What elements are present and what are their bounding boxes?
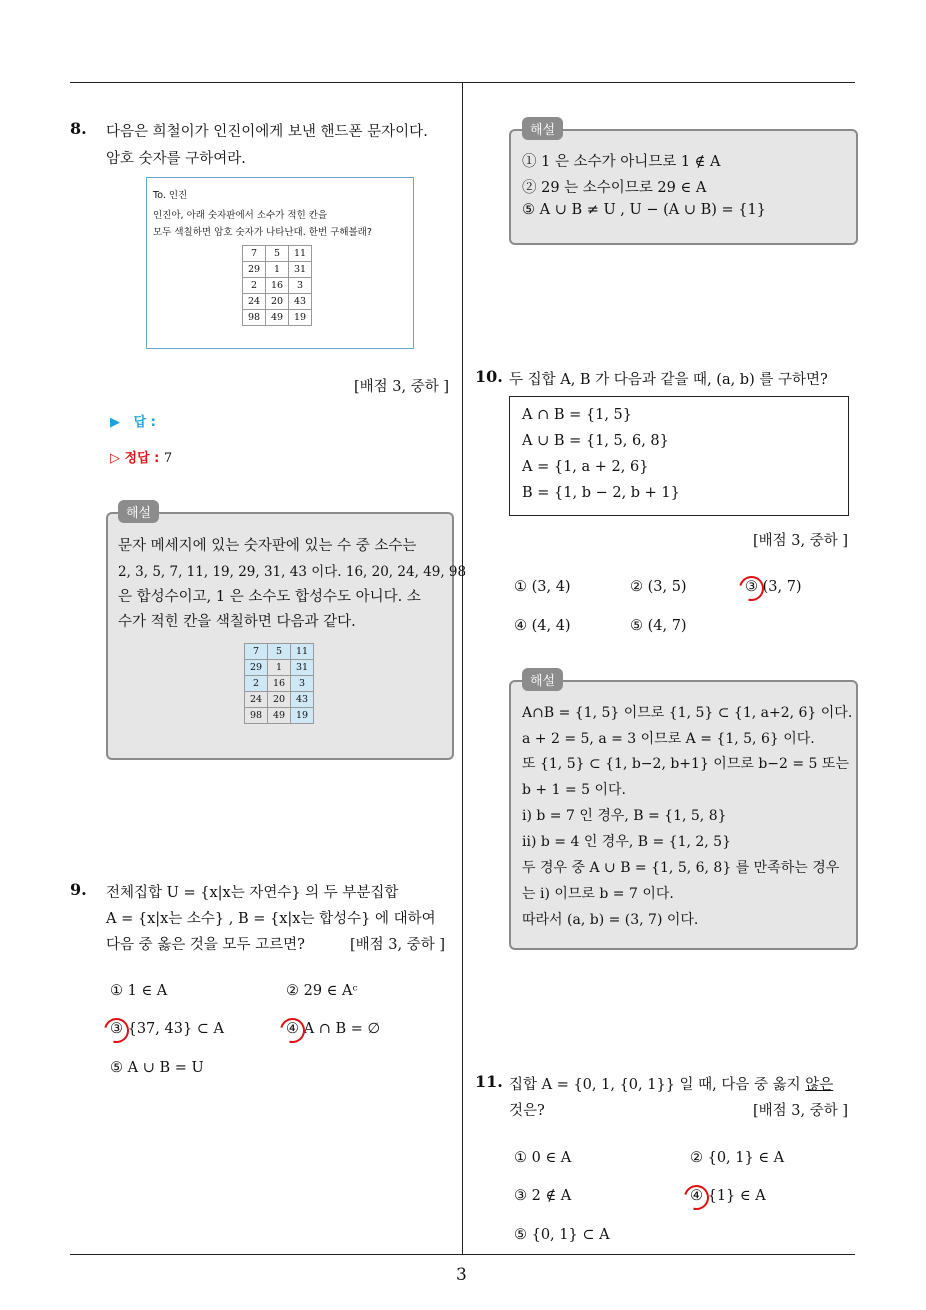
grid-cell: 3 bbox=[291, 676, 314, 692]
q11-line2: 것은? bbox=[509, 1103, 545, 1119]
q9-option-1[interactable]: ① 1 ∈ A bbox=[110, 983, 168, 999]
sms-line2: 모두 색칠하면 암호 숫자가 나타난대. 한번 구해볼래? bbox=[153, 227, 372, 238]
q10-box-line4: B = {1, b − 2, b + 1} bbox=[522, 485, 680, 501]
q10-box-line2: A ∪ B = {1, 5, 6, 8} bbox=[522, 433, 669, 449]
grid-cell: 49 bbox=[268, 708, 291, 724]
grid-cell: 11 bbox=[289, 246, 312, 262]
q11-option-3[interactable]: ③ 2 ∉ A bbox=[514, 1188, 572, 1204]
q10-option-3[interactable]: ③ (3, 7) bbox=[745, 579, 802, 595]
bottom-rule bbox=[70, 1254, 855, 1255]
q10-sol-line5: ⅰ) b = 7 인 경우, B = {1, 5, 8} bbox=[522, 808, 727, 824]
grid-cell: 24 bbox=[243, 294, 266, 310]
q9-option-5[interactable]: ⑤ A ∪ B = U bbox=[110, 1060, 204, 1076]
q8-number: 8. bbox=[70, 119, 87, 138]
q10-sol-line6: ⅱ) b = 4 인 경우, B = {1, 2, 5} bbox=[522, 834, 731, 850]
grid-cell: 29 bbox=[243, 262, 266, 278]
grid-cell: 16 bbox=[266, 278, 289, 294]
q8-line2: 암호 숫자를 구하여라. bbox=[106, 151, 246, 167]
q10-number: 10. bbox=[475, 367, 503, 386]
q9-line3: 다음 중 옳은 것을 모두 고르면? bbox=[106, 937, 305, 953]
q8-score: [배점 3, 중하 ] bbox=[354, 379, 450, 395]
q9-option-4[interactable]: ④ A ∩ B = ∅ bbox=[286, 1021, 381, 1037]
q9-number: 9. bbox=[70, 880, 87, 899]
q10-score: [배점 3, 중하 ] bbox=[753, 533, 849, 549]
grid-cell: 31 bbox=[289, 262, 312, 278]
grid-cell: 24 bbox=[245, 692, 268, 708]
q11-mark-circle-4 bbox=[679, 1180, 713, 1214]
answer-label: 답 : bbox=[133, 415, 156, 430]
q10-sol-line3: 또 {1, 5} ⊂ {1, b−2, b+1} 이므로 b−2 = 5 또는 bbox=[522, 756, 849, 772]
q11-option-1[interactable]: ① 0 ∈ A bbox=[514, 1150, 572, 1166]
grid-cell: 43 bbox=[291, 692, 314, 708]
grid-cell: 19 bbox=[291, 708, 314, 724]
grid-cell: 7 bbox=[243, 246, 266, 262]
grid-cell: 49 bbox=[266, 310, 289, 326]
q10-question: 두 집합 A, B 가 다음과 같을 때, (a, b) 를 구하면? bbox=[509, 372, 828, 388]
q9-score: [배점 3, 중하 ] bbox=[350, 937, 446, 953]
column-divider bbox=[462, 82, 463, 1254]
q9-solution-tag: 해설 bbox=[522, 117, 563, 140]
grid-cell: 98 bbox=[245, 708, 268, 724]
q11-option-5[interactable]: ⑤ {0, 1} ⊂ A bbox=[514, 1227, 610, 1243]
grid-cell: 7 bbox=[245, 644, 268, 660]
q10-option-4[interactable]: ④ (4, 4) bbox=[514, 618, 571, 634]
q9-line1: 전체집합 U = {x|x는 자연수} 의 두 부분집합 bbox=[106, 885, 399, 901]
q10-sol-line9: 따라서 (a, b) = (3, 7) 이다. bbox=[522, 912, 699, 928]
q9-sol-line2: ② 29 는 소수이므로 29 ∈ A bbox=[522, 180, 707, 196]
grid-cell: 43 bbox=[289, 294, 312, 310]
q8-sol-line1: 문자 메세지에 있는 숫자판에 있는 수 중 소수는 bbox=[118, 538, 417, 554]
solution-number-grid bbox=[244, 643, 314, 724]
q8-solution-tag: 해설 bbox=[118, 500, 159, 523]
q10-box-line3: A = {1, a + 2, 6} bbox=[522, 459, 649, 475]
sms-number-grid bbox=[242, 245, 312, 326]
q10-sol-line7: 두 경우 중 A ∪ B = {1, 5, 6, 8} 를 만족하는 경우 bbox=[522, 860, 840, 876]
q10-option-2[interactable]: ② (3, 5) bbox=[630, 579, 687, 595]
answer-blank-row bbox=[110, 411, 156, 430]
sms-to: To. 인진 bbox=[153, 190, 188, 201]
q9-option-3[interactable]: ③ {37, 43} ⊂ A bbox=[110, 1021, 225, 1037]
q9-mark-circle-4 bbox=[275, 1013, 309, 1047]
grid-cell: 2 bbox=[243, 278, 266, 294]
q10-mark-circle-3 bbox=[734, 571, 768, 605]
q10-sol-line2: a + 2 = 5, a = 3 이므로 A = {1, 5, 6} 이다. bbox=[522, 731, 815, 747]
q10-sol-line1: A∩B = {1, 5} 이므로 {1, 5} ⊂ {1, a+2, 6} 이다. bbox=[522, 705, 853, 721]
q10-sol-line4: b + 1 = 5 이다. bbox=[522, 782, 626, 798]
grid-cell: 11 bbox=[291, 644, 314, 660]
grid-cell: 1 bbox=[268, 660, 291, 676]
grid-cell: 2 bbox=[245, 676, 268, 692]
page-number: 3 bbox=[456, 1265, 467, 1285]
grid-cell: 5 bbox=[266, 246, 289, 262]
q8-sol-line4: 수가 적힌 칸을 색칠하면 다음과 같다. bbox=[118, 614, 356, 630]
grid-cell: 16 bbox=[268, 676, 291, 692]
grid-cell: 20 bbox=[266, 294, 289, 310]
q9-sol-line1: ① 1 은 소수가 아니므로 1 ∉ A bbox=[522, 154, 721, 170]
q11-option-4[interactable]: ④ {1} ∈ A bbox=[690, 1188, 766, 1204]
q11-option-2[interactable]: ② {0, 1} ∈ A bbox=[690, 1150, 785, 1166]
play-icon: ▶ bbox=[110, 415, 120, 430]
q11-number: 11. bbox=[475, 1072, 503, 1091]
sms-line1: 인진아, 아래 숫자판에서 소수가 적힌 칸을 bbox=[153, 210, 328, 221]
q10-box-line1: A ∩ B = {1, 5} bbox=[522, 407, 632, 423]
correct-value: 7 bbox=[163, 451, 173, 466]
q11-underlined-word: 않은 bbox=[805, 1077, 834, 1093]
play-outline-icon: ▷ bbox=[110, 451, 120, 466]
grid-cell: 98 bbox=[243, 310, 266, 326]
q10-sol-line8: 는 ⅰ) 이므로 b = 7 이다. bbox=[522, 886, 674, 902]
q8-sol-line2: 2, 3, 5, 7, 11, 19, 29, 31, 43 이다. 16, 20, 24, 49, 98 bbox=[118, 564, 467, 580]
grid-cell: 1 bbox=[266, 262, 289, 278]
q11-line1: 집합 A = {0, 1, {0, 1}} 일 때, 다음 중 옳지 않은 bbox=[509, 1077, 834, 1093]
q9-mark-circle-3 bbox=[99, 1013, 133, 1047]
q9-sol-line3: ⑤ A ∪ B ≠ U , U − (A ∪ B) = {1} bbox=[522, 202, 766, 218]
q9-line2: A = {x|x는 소수} , B = {x|x는 합성수} 에 대하여 bbox=[106, 911, 436, 927]
q10-option-1[interactable]: ① (3, 4) bbox=[514, 579, 571, 595]
grid-cell: 31 bbox=[291, 660, 314, 676]
correct-answer-row bbox=[110, 447, 172, 466]
q10-solution-tag: 해설 bbox=[522, 668, 563, 691]
q8-sol-line3: 은 합성수이고, 1 은 소수도 합성수도 아니다. 소 bbox=[118, 589, 421, 605]
q9-option-2[interactable]: ② 29 ∈ Aᶜ bbox=[286, 983, 358, 999]
q8-line1: 다음은 희철이가 인진이에게 보낸 핸드폰 문자이다. bbox=[106, 124, 428, 140]
grid-cell: 5 bbox=[268, 644, 291, 660]
q10-option-5[interactable]: ⑤ (4, 7) bbox=[630, 618, 687, 634]
grid-cell: 20 bbox=[268, 692, 291, 708]
grid-cell: 29 bbox=[245, 660, 268, 676]
correct-label: 정답 : bbox=[124, 451, 160, 466]
grid-cell: 19 bbox=[289, 310, 312, 326]
q11-score: [배점 3, 중하 ] bbox=[753, 1103, 849, 1119]
grid-cell: 3 bbox=[289, 278, 312, 294]
